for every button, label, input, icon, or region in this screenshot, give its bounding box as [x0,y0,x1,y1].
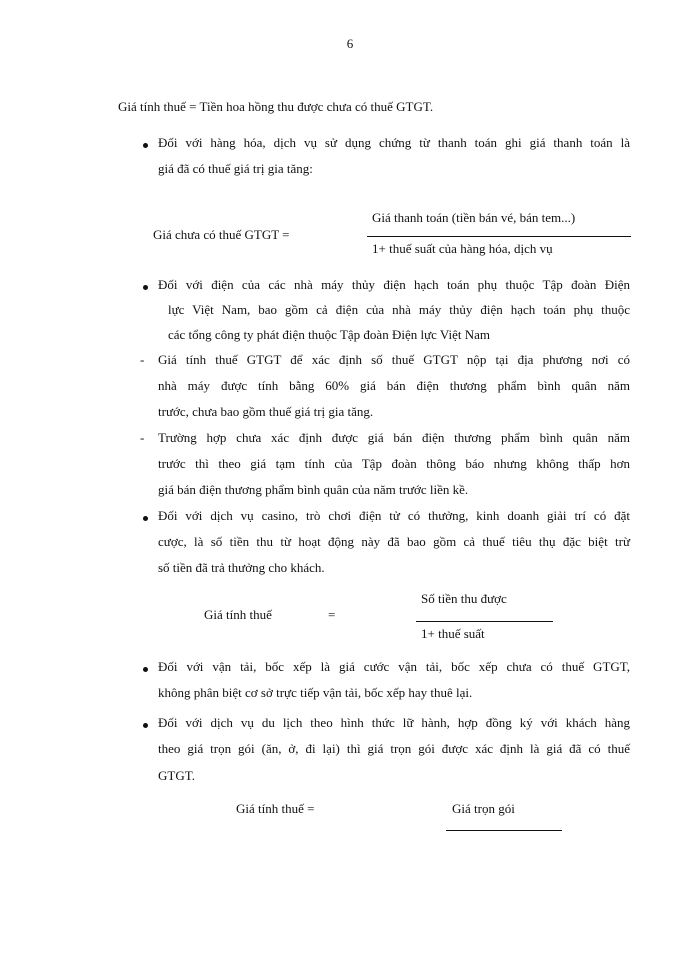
formula3-fraction-bar [446,830,562,831]
dash1-line-1: Giá tính thuế GTGT để xác định số thuế GTGT nộp tại địa phương nơi có [158,352,630,367]
section5-line-2: theo giá trọn gói (ăn, ở, đi lại) thì giá trọn gói được xác định là giá đã có thuế [158,741,630,756]
dash2-line-1: Trường hợp chưa xác định được giá bán điện thương phẩm bình quân năm [158,430,630,445]
formula2-label: Giá tính thuế [204,607,272,622]
bullet-icon [143,285,148,290]
formula1-label: Giá chưa có thuế GTGT = [153,227,290,242]
section2-line-3: các tổng công ty phát điện thuộc Tập đoàn Điện lực Việt Nam [168,327,491,342]
section2-line-1: Đối với điện của các nhà máy thủy điện hạch toán phụ thuộc Tập đoàn Điện [158,277,630,292]
formula1-denominator: 1+ thuế suất của hàng hóa, dịch vụ [372,241,553,256]
section1-line-1: Đối với hàng hóa, dịch vụ sử dụng chứng từ thanh toán ghi giá thanh toán là [158,135,630,150]
dash2-line-3: giá bán điện thương phẩm bình quân của năm trước liền kề. [158,482,469,497]
dash1-line-2: nhà máy được tính bằng 60% giá bán điện thương phẩm bình quân năm [158,378,630,393]
formula1-numerator: Giá thanh toán (tiền bán vé, bán tem...) [372,210,576,225]
formula2-fraction-bar [416,621,553,622]
bullet-icon [143,723,148,728]
dash-marker: - [140,352,145,367]
formula3-label: Giá tính thuế = [236,801,315,816]
bullet-icon [143,516,148,521]
bullet-icon [143,143,148,148]
formula1-fraction-bar [367,236,631,237]
section5-line-1: Đối với dịch vụ du lịch theo hình thức lữ hành, hợp đồng ký với khách hàng [158,715,630,730]
dash-marker: - [140,430,145,445]
section2-line-2: lực Việt Nam, bao gồm cả điện của nhà máy thủy điện hạch toán phụ thuộc [168,302,630,317]
formula3-numerator: Giá trọn gói [452,801,515,816]
section3-line-1: Đối với dịch vụ casino, trò chơi điện tử có thưởng, kinh doanh giải trí có đặt [158,508,630,523]
formula2-equals: = [328,607,336,622]
dash2-line-2: trước thì theo giá tạm tính của Tập đoàn thông báo nhưng không thấp hơn [158,456,630,471]
formula2-numerator: Số tiền thu được [421,591,507,606]
bullet-icon [143,667,148,672]
dash1-line-3: trước, chưa bao gồm thuế giá trị gia tăng. [158,404,374,419]
section1-line-2: giá đã có thuế giá trị gia tăng: [158,161,313,176]
page-number: 6 [346,36,354,51]
section3-line-2: cược, là số tiền thu từ hoạt động này đã bao gồm cả thuế tiêu thụ đặc biệt trừ [158,534,630,549]
section4-line-2: không phân biệt cơ sở trực tiếp vận tải, bốc xếp hay thuê lại. [158,685,473,700]
section4-line-1: Đối với vận tải, bốc xếp là giá cước vận tải, bốc xếp chưa có thuế GTGT, [158,659,630,674]
formula2-denominator: 1+ thuế suất [421,626,485,641]
section3-line-3: số tiền đã trả thưởng cho khách. [158,560,325,575]
intro-line: Giá tính thuế = Tiền hoa hồng thu được chưa có thuế GTGT. [118,99,434,114]
section5-line-3: GTGT. [158,768,195,783]
